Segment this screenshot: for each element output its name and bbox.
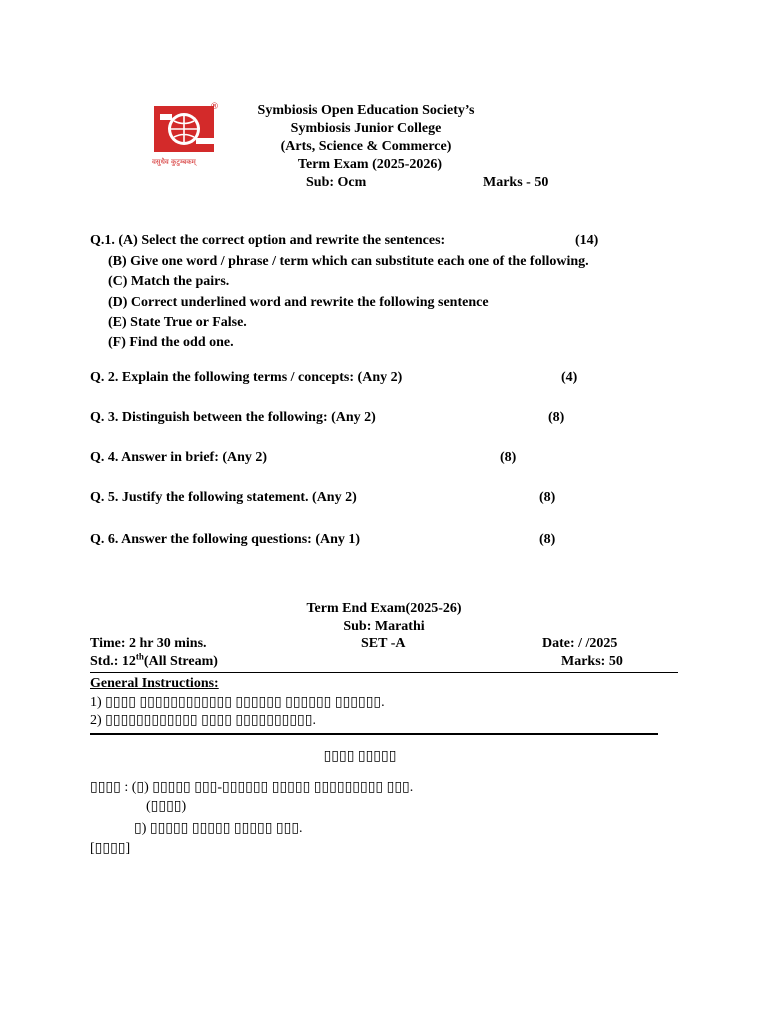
term-end-subject: Sub: Marathi: [343, 619, 425, 634]
society-name: Symbiosis Open Education Society’s: [257, 103, 475, 118]
q2-marks: (4): [561, 370, 578, 385]
q1-part-d: (D) Correct underlined word and rewrite the following sentence: [108, 295, 489, 310]
q1-label: Q.1. (A) Select the correct option and rewrite the sentences:: [90, 233, 446, 248]
q5-marks: (8): [539, 490, 556, 505]
term-end-exam-title: Term End Exam(2025-26): [306, 601, 462, 616]
q4-label: Q. 4. Answer in brief: (Any 2): [90, 450, 268, 465]
marathi-q1-sub-marks: [▯▯▯▯]: [90, 841, 131, 856]
q1-part-c: (C) Match the pairs.: [108, 274, 230, 289]
college-streams: (Arts, Science & Commerce): [280, 139, 452, 154]
q6-label: Q. 6. Answer the following questions: (Any 1): [90, 532, 361, 547]
term-end-marks: Marks: 50: [561, 654, 623, 669]
exam-subject: Sub: Ocm: [306, 175, 367, 190]
q2-label: Q. 2. Explain the following terms / concepts: (Any 2): [90, 370, 403, 385]
exam-title: Term Exam (2025-2026): [297, 157, 443, 172]
q6-marks: (8): [539, 532, 556, 547]
std-superscript: th: [135, 651, 144, 662]
instruction-1: 1) ▯▯▯▯ ▯▯▯▯▯▯▯▯▯▯▯▯ ▯▯▯▯▯▯ ▯▯▯▯▯▯ ▯▯▯▯▯▯.: [90, 695, 385, 710]
instruction-2: 2) ▯▯▯▯▯▯▯▯▯▯▯▯ ▯▯▯▯ ▯▯▯▯▯▯▯▯▯▯.: [90, 713, 316, 728]
exam-time: Time: 2 hr 30 mins.: [90, 636, 207, 651]
q1-part-b: (B) Give one word / phrase / term which can substitute each one of the following.: [108, 254, 589, 269]
std-line: [90, 651, 218, 670]
q4-marks: (8): [500, 450, 517, 465]
symbiosis-logo-icon: [150, 100, 220, 168]
svg-text:वसुधैव कुटुम्बकम्: वसुधैव कुटुम्बकम्: [152, 158, 196, 166]
marathi-q1-line: ▯▯▯▯ : (▯) ▯▯▯▯▯ ▯▯▯-▯▯▯▯▯▯ ▯▯▯▯▯ ▯▯▯▯▯▯▯▯▯ ▯▯▯.: [90, 780, 414, 795]
q1-part-e: (E) State True or False.: [108, 315, 247, 330]
svg-text:®: ®: [210, 102, 219, 112]
q1-part-f: (F) Find the odd one.: [108, 335, 234, 350]
college-logo: [150, 100, 220, 168]
marathi-q1-sub: ▯) ▯▯▯▯▯ ▯▯▯▯▯ ▯▯▯▯▯ ▯▯▯.: [134, 821, 303, 836]
section-title: ▯▯▯▯ ▯▯▯▯▯: [323, 749, 397, 764]
q1-marks: (14): [575, 233, 599, 248]
exam-marks: Marks - 50: [483, 175, 549, 190]
q3-marks: (8): [548, 410, 565, 425]
q5-label: Q. 5. Justify the following statement. (Any 2): [90, 490, 357, 505]
section-divider: [90, 733, 658, 735]
instructions-heading: General Instructions:: [90, 676, 219, 691]
q3-label: Q. 3. Distinguish between the following: (Any 2): [90, 410, 376, 425]
exam-date: Date: / /2025: [542, 636, 618, 651]
std-prefix: Std.: 12: [90, 654, 136, 669]
marathi-q1-marks: (▯▯▯▯): [146, 799, 187, 814]
college-name: Symbiosis Junior College: [290, 121, 442, 136]
exam-set: SET -A: [361, 636, 406, 651]
header-divider: [90, 672, 678, 673]
std-suffix: (All Stream): [143, 654, 218, 669]
